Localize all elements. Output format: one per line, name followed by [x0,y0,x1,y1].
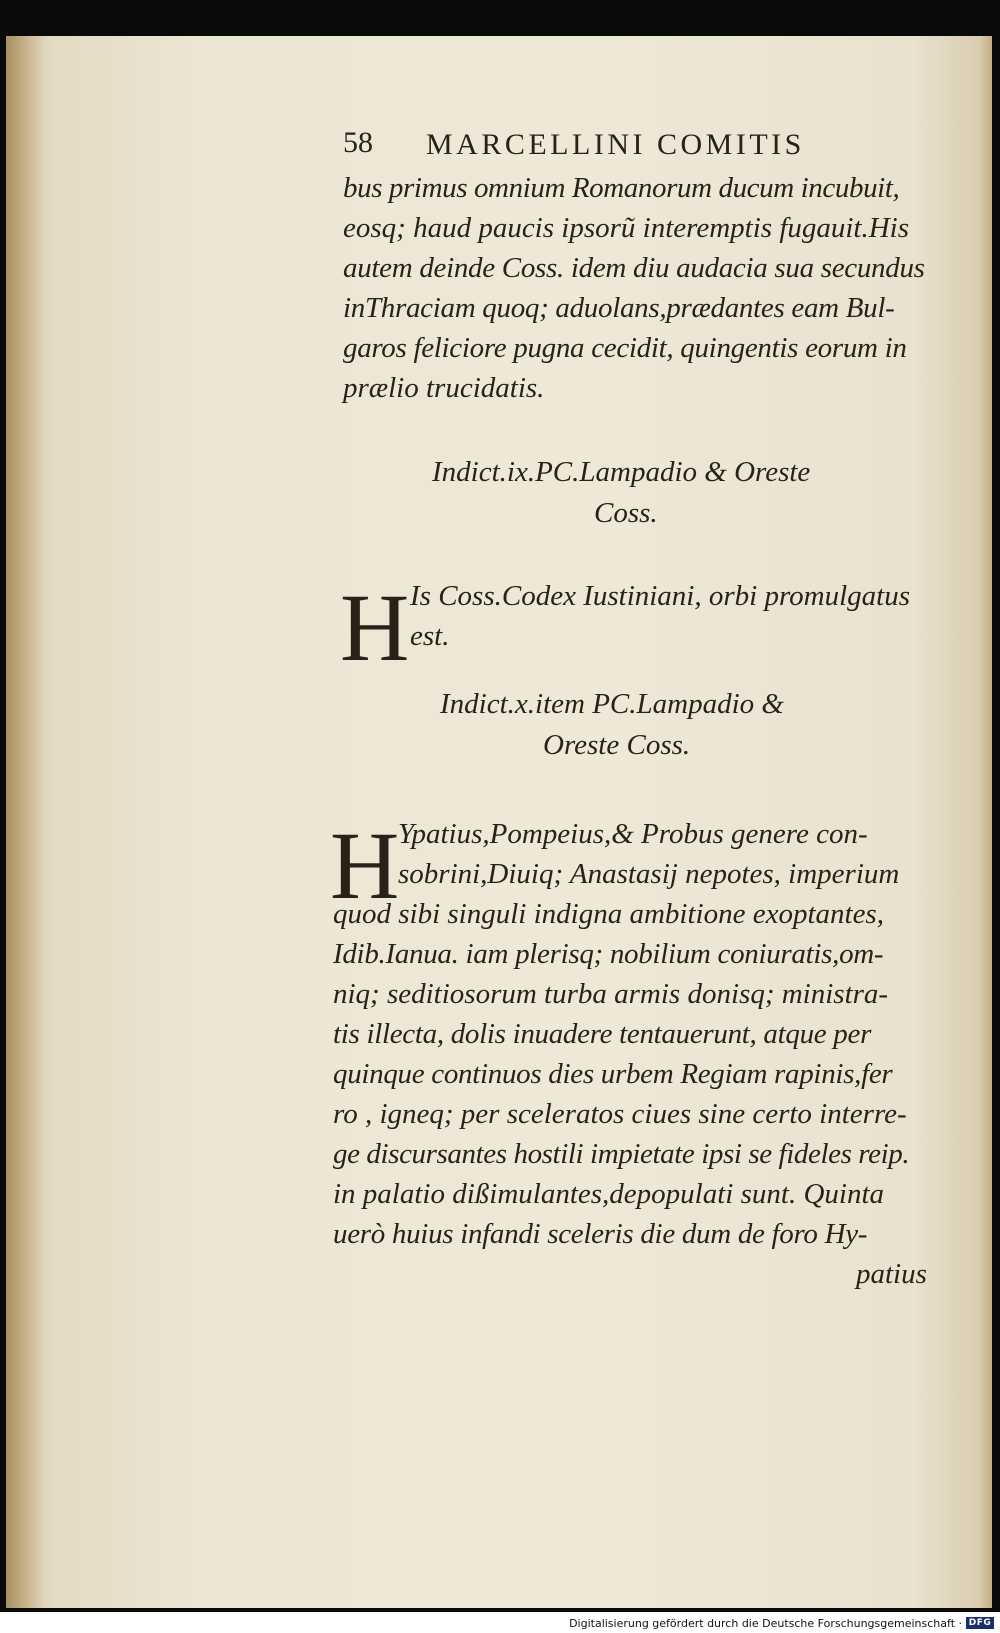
text-line: ge discursantes hostili impietate ipsi se fideles reip. [333,1138,910,1170]
section-heading: Indict.x.item PC.Lampadio & [440,688,784,720]
section-heading: Oreste Coss. [543,729,691,761]
dfg-logo: DFG [966,1617,994,1629]
text-line: garos feliciore pugna cecidit, quingentis eorum in [343,332,907,364]
running-title: MARCELLINI COMITIS [426,128,805,161]
text-line: autem deinde Coss. idem diu audacia sua secundus [343,252,925,284]
page-binding-edge [6,36,42,1608]
text-line: prælio trucidatis. [343,372,545,404]
text-line: quinque continuos dies urbem Regiam rapinis,fer [333,1058,893,1090]
text-line: Ypatius,Pompeius,& Probus genere con- [398,818,868,850]
drop-cap: H [340,574,410,681]
page-number: 58 [343,126,373,159]
section-heading: Coss. [594,497,658,529]
page-fore-edge [978,36,992,1608]
text-line: in palatio dißimulantes,depopulati sunt. Quinta [333,1178,884,1210]
drop-cap: H [330,812,400,919]
text-line: sobrini,Diuiq; Anastasij nepotes, imperium [398,858,900,890]
text-line: quod sibi singuli indigna ambitione exoptantes, [333,898,884,930]
text-line: inThraciam quoq; aduolans,prædantes eam Bul- [343,292,895,324]
text-line: est. [410,620,450,652]
text-line: tis illecta, dolis inuadere tentauerunt, atque per [333,1018,872,1050]
text-line: bus primus omnium Romanorum ducum incubuit, [343,172,900,204]
text-line: Is Coss.Codex Iustiniani, orbi promulgatus [410,580,911,612]
text-line: ro , igneq; per sceleratos ciues sine certo interre- [333,1098,907,1130]
catchword: patius [856,1258,927,1290]
text-line: uerò huius infandi sceleris die dum de foro Hy- [333,1218,868,1250]
section-heading: Indict.ix.PC.Lampadio & Oreste [432,456,811,488]
text-line: Idib.Ianua. iam plerisq; nobilium coniuratis,om- [333,938,884,970]
text-line: niq; seditiosorum turba armis donisq; ministra- [333,978,889,1010]
text-line: eosq; haud paucis ipsorũ interemptis fugauit.His [343,212,910,244]
digitization-credit: Digitalisierung gefördert durch die Deutsche Forschungsgemeinschaft · [569,1617,962,1630]
